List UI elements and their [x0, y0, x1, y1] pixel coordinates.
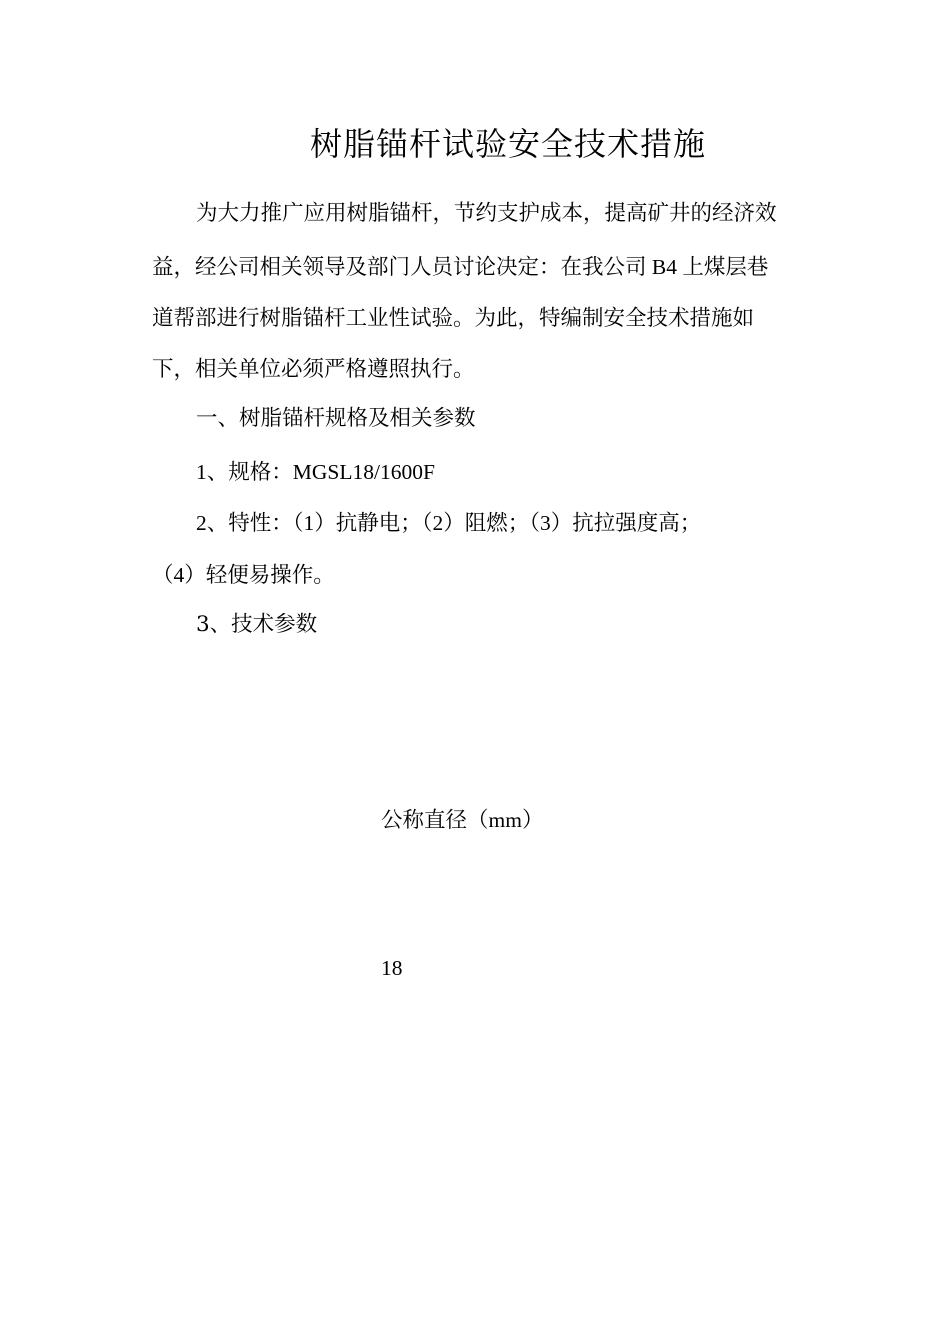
table-column-header: 公称直径（mm）	[381, 808, 544, 832]
intro-paragraph-line-2: 益，经公司相关领导及部门人员讨论决定：在我公司 B4 上煤层巷	[152, 255, 769, 279]
tech-params-item: 3、技术参数	[196, 612, 318, 637]
table-cell-value: 18	[381, 956, 403, 980]
features-item-line-2: （4）轻便易操作。	[152, 563, 335, 587]
spec-item: 1、规格：MGSL18/1600F	[196, 460, 435, 484]
document-title: 树脂锚杆试验安全技术措施	[309, 125, 706, 163]
intro-paragraph-line-4: 下，相关单位必须严格遵照执行。	[152, 357, 475, 382]
features-item-line-1: 2、特性：（1）抗静电；（2）阻燃；（3）抗拉强度高；	[196, 511, 702, 535]
intro-paragraph-line-1: 为大力推广应用树脂锚杆，节约支护成本，提高矿井的经济效	[196, 201, 777, 226]
intro-paragraph-line-3: 道帮部进行树脂锚杆工业性试验。为此，特编制安全技术措施如	[152, 306, 755, 331]
section-heading: 一、树脂锚杆规格及相关参数	[196, 406, 476, 431]
